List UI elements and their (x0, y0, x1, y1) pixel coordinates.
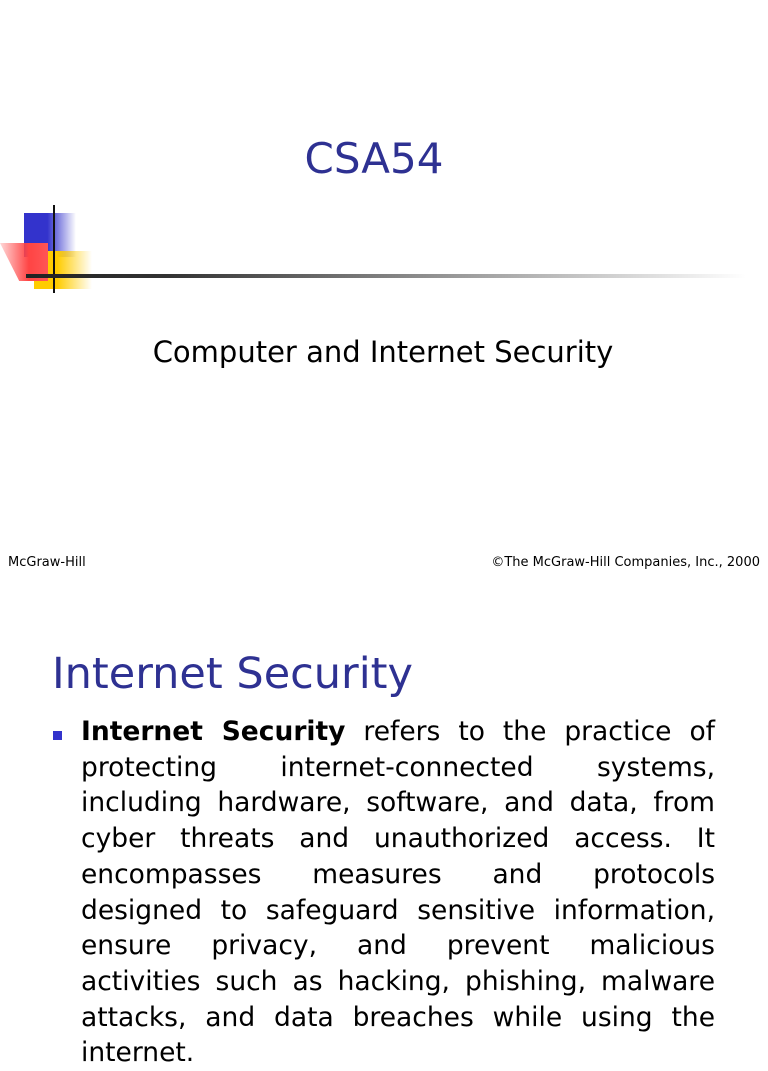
slide-subtitle: Computer and Internet Security (152, 335, 614, 369)
decorative-squares (0, 205, 768, 295)
footer-copyright: ©The McGraw-Hill Companies, Inc., 2000 (491, 555, 760, 570)
content-slide (0, 600, 768, 1069)
bullet-term: Internet Security (81, 716, 346, 747)
bullet-text (81, 714, 715, 1071)
square-bullet-icon (53, 731, 62, 740)
horizontal-rule (26, 274, 746, 278)
bullet-description: refers to the practice of protecting internet-connected systems, including hardware, software, and data, from cyber threats and unauthorized access. It encompasses measures and protocols designed to safeguard sensitive information, ensure privacy, and prevent malicious activities such as hacking, phishing, malware attacks, and data breaches while using the internet. (81, 716, 715, 1069)
slide-heading: Internet Security (52, 649, 413, 699)
slide-title: CSA54 (304, 134, 444, 183)
footer-publisher: McGraw-Hill (8, 555, 86, 570)
vertical-rule (53, 205, 55, 293)
